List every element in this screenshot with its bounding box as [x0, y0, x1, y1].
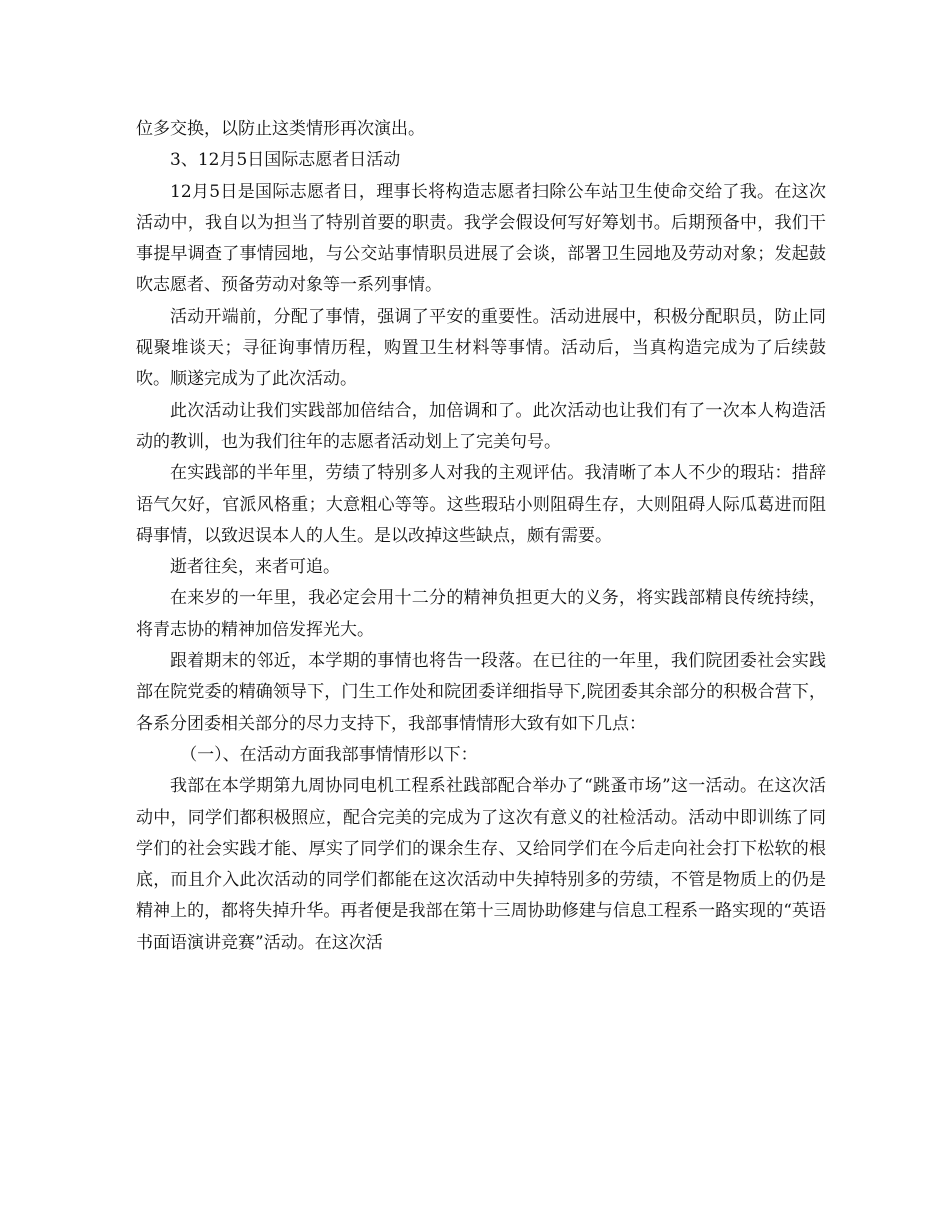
- paragraph-activities-detail: 我部在本学期第九周协同电机工程系社践部配合举办了“跳蚤市场”这一活动。在这次活动中，同学们都积极照应，配合完美的完成为了这次有意义的社检活动。活动中即训练了同学们的社会实践才能、厚实了同学们的课余生存、又给同学们在今后走向社会打下松软的根底，而且介入此次活动的同学们都能在这次活动中失掉特别多的劳绩，不管是物质上的仍是精神上的，都将失掉升华。再者便是我部在第十三周协助修建与信息工程系一路实现的“英语书面语演讲竞赛”活动。在这次活: [136, 776, 826, 953]
- paragraph-motto: 逝者往矣，来者可追。: [170, 557, 340, 578]
- paragraph-semester-summary: 跟着期末的邻近，本学期的事情也将告一段落。在已往的一年里，我们院团委社会实践部在院党委的精确领导下，门生工作处和院团委详细指导下,院团委其余部分的积极合营下，各系分团委相关部分的尽力支持下，我部事情情形大致有如下几点：: [136, 651, 826, 734]
- paragraph-volunteer-day: 12月5日是国际志愿者日，理事长将构造志愿者扫除公车站卫生使命交给了我。在这次活动中，我自以为担当了特别首要的职责。我学会假设何写好筹划书。后期预备中，我们干事提早调查了事情园地，与公交站事情职员进展了会谈，部署卫生园地及劳动对象；发起鼓吹志愿者、预备劳动对象等一系列事情。: [136, 181, 826, 296]
- document-body: [136, 114, 826, 959]
- paragraph-next-year: 在来岁的一年里，我必定会用十二分的精神负担更大的义务，将实践部精良传统持续，将青志协的精神加倍发挥光大。: [136, 588, 826, 640]
- subheading-activities: （一）、在活动方面我部事情情形以下：: [180, 744, 478, 765]
- paragraph-activity-process: 活动开端前，分配了事情，强调了平安的重要性。活动进展中，积极分配职员，防止同砚聚堆谈天；寻征询事情历程，购置卫生材料等事情。活动后，当真构造完成为了后续鼓吹。顺遂完成为了此次活动。: [136, 306, 826, 390]
- paragraph-activity-result: 此次活动让我们实践部加倍结合，加倍调和了。此次活动也让我们有了一次本人构造活动的教训，也为我们往年的志愿者活动划上了完美句号。: [136, 400, 826, 452]
- section-heading-volunteer-day: 3、12月5日国际志愿者日活动: [170, 150, 401, 171]
- paragraph-continuation: 位多交换，以防止这类情形再次演出。: [136, 119, 425, 139]
- paragraph-self-evaluation: 在实践部的半年里，劳绩了特别多人对我的主观评估。我清晰了本人不少的瑕玷：措辞语气欠好，官派风格重；大意粗心等等。这些瑕玷小则阻碍生存，大则阻碍人际瓜葛进而阻碍事情，以致迟误本人的人生。是以改掉这些缺点，颇有需要。: [136, 463, 826, 546]
